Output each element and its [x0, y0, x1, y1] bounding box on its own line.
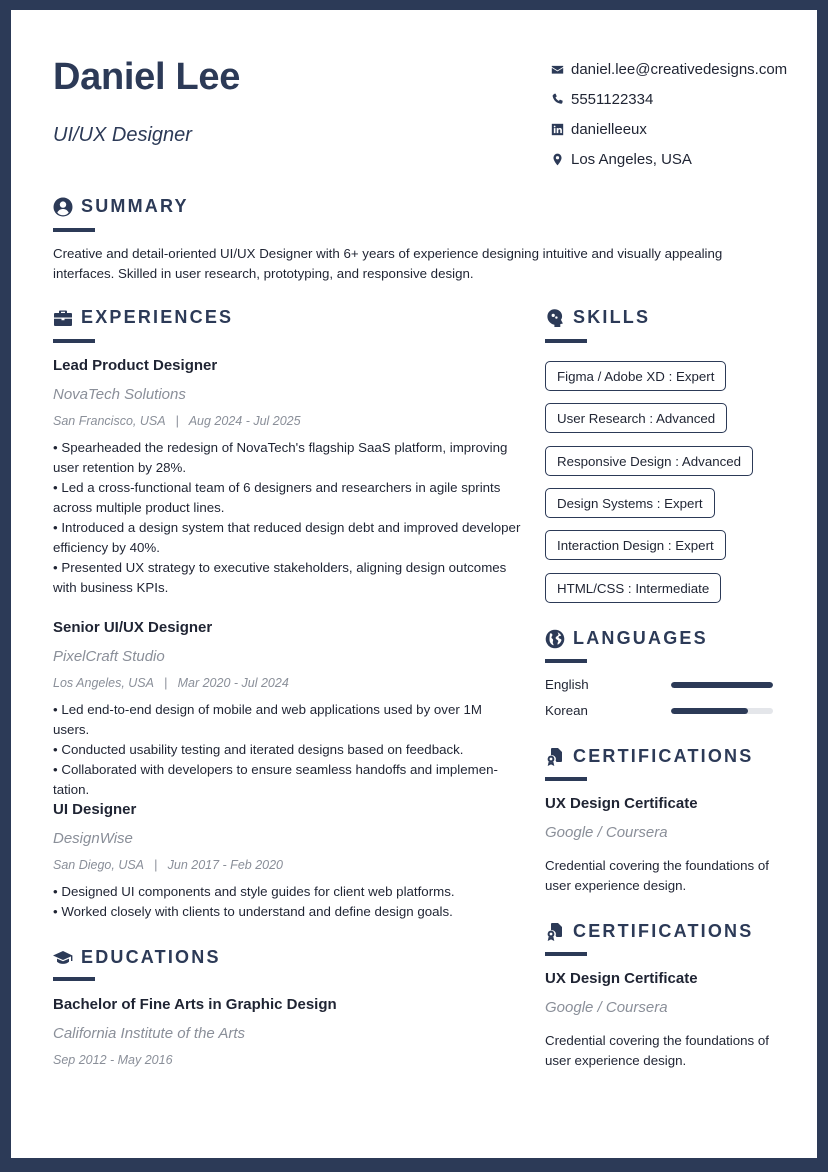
summary-underline	[53, 228, 95, 232]
skill-tag: Design Systems : Expert	[545, 488, 715, 518]
skill-tag: Responsive Design : Advanced	[545, 446, 753, 476]
languages-heading-text: LANGUAGES	[573, 628, 708, 648]
language-level-bar	[671, 708, 773, 714]
education-degree: Bachelor of Fine Arts in Graphic Design	[53, 996, 337, 1013]
job-bullets	[53, 882, 525, 922]
linkedin-icon	[551, 123, 564, 136]
skill-tag: Figma / Adobe XD : Expert	[545, 361, 726, 391]
contact-phone[interactable]	[551, 84, 787, 114]
experiences-underline	[53, 339, 95, 343]
certificate-description: Credential covering the foundations of user experience design.	[545, 858, 769, 893]
job-meta: San Diego, USA | Jun 2017 - Feb 2020	[53, 858, 284, 872]
job-meta: San Francisco, USA | Aug 2024 - Jul 2025	[53, 414, 301, 428]
educations-underline	[53, 977, 95, 981]
skill-tag: User Research : Advanced	[545, 403, 727, 433]
education-school: California Institute of the Arts	[53, 1025, 246, 1042]
certificate-icon	[545, 747, 565, 767]
job-company: DesignWise	[53, 830, 133, 847]
certificate-description: Credential covering the foundations of user experience design.	[545, 1033, 769, 1068]
job-bullets	[53, 438, 525, 598]
skills-heading	[545, 307, 650, 328]
job-bullet: • Introduced a design system that reduced design debt and improved developer efficiency by 40%.	[53, 520, 521, 555]
language-level-fill	[671, 682, 773, 688]
language-level-fill	[671, 708, 748, 714]
certificate-icon	[545, 922, 565, 942]
job-bullet: • Worked closely with clients to understand and define design goals.	[53, 904, 453, 919]
globe-icon	[545, 629, 565, 649]
linkedin-text: danielleeux	[571, 120, 647, 138]
location-text: Los Angeles, USA	[571, 150, 692, 168]
experiences-heading-text: EXPERIENCES	[81, 307, 234, 327]
language-level-bar	[671, 682, 773, 688]
certifications-heading	[545, 746, 753, 767]
job-bullet: • Led end-to-end design of mobile and web applications used by over 1M users.	[53, 702, 482, 737]
certificate-issuer: Google / Coursera	[545, 999, 668, 1016]
summary-heading-text: SUMMARY	[81, 196, 189, 216]
languages-heading	[545, 628, 708, 649]
job-title: Senior UI/UX Designer	[53, 619, 213, 636]
briefcase-icon	[53, 308, 73, 328]
job-company: NovaTech Solutions	[53, 386, 186, 403]
graduation-cap-icon	[53, 948, 73, 968]
job-bullet: • Presented UX strategy to executive stakeholders, aligning design outcomes with business KPIs.	[53, 560, 507, 595]
educations-heading-text: EDUCATIONS	[81, 947, 221, 967]
language-name: Korean	[545, 703, 588, 718]
skills-heading-text: SKILLS	[573, 307, 651, 327]
contact-block	[551, 54, 787, 174]
skill-tag: Interaction Design : Expert	[545, 530, 726, 560]
contact-email[interactable]	[551, 54, 787, 84]
job-title: Lead Product Designer	[53, 357, 218, 374]
certifications-heading-text: CERTIFICATIONS	[573, 746, 754, 766]
job-bullet: • Spearheaded the redesign of NovaTech's flagship SaaS platform, improving user retention by 28%.	[53, 440, 508, 475]
job-bullet: • Collaborated with developers to ensure seamless handoffs and implemen-tation.	[53, 762, 498, 797]
job-company: PixelCraft Studio	[53, 648, 165, 665]
certifications-heading	[545, 921, 753, 942]
skill-tag: HTML/CSS : Intermediate	[545, 573, 721, 603]
summary-text: Creative and detail-oriented UI/UX Designer with 6+ years of experience designing intuitive and visually appealing interfaces. Skilled in user research, prototyping, and responsive design.	[53, 246, 723, 281]
job-bullet: • Conducted usability testing and iterated designs based on feedback.	[53, 742, 464, 757]
languages-underline	[545, 659, 587, 663]
job-title: UI Designer	[53, 801, 137, 818]
certifications-underline	[545, 777, 587, 781]
language-name: English	[545, 677, 589, 692]
phone-icon	[551, 93, 564, 106]
job-bullet: • Led a cross-functional team of 6 designers and researchers in agile sprints across multiple product lines.	[53, 480, 501, 515]
phone-text: 5551122334	[571, 90, 654, 108]
contact-linkedin[interactable]	[551, 114, 787, 144]
candidate-name: Daniel Lee	[53, 56, 241, 98]
experiences-heading	[53, 307, 233, 328]
user-circle-icon	[53, 197, 73, 217]
email-text: daniel.lee@creativedesigns.com	[571, 60, 788, 78]
job-bullet: • Designed UI components and style guides for client web platforms.	[53, 884, 455, 899]
map-pin-icon	[551, 153, 564, 166]
certificate-name: UX Design Certificate	[545, 795, 698, 812]
job-meta: Los Angeles, USA | Mar 2020 - Jul 2024	[53, 676, 289, 690]
envelope-icon	[551, 63, 564, 76]
candidate-title: UI/UX Designer	[53, 124, 192, 146]
skills-underline	[545, 339, 587, 343]
certifications-heading-text: CERTIFICATIONS	[573, 921, 754, 941]
head-brain-icon	[545, 308, 565, 328]
certificate-name: UX Design Certificate	[545, 970, 698, 987]
contact-location	[551, 144, 787, 174]
summary-heading	[53, 196, 189, 217]
certificate-issuer: Google / Coursera	[545, 824, 668, 841]
resume-page	[11, 10, 817, 1158]
job-bullets	[53, 700, 503, 800]
certifications-underline	[545, 952, 587, 956]
education-dates: Sep 2012 - May 2016	[53, 1053, 173, 1067]
educations-heading	[53, 947, 221, 968]
